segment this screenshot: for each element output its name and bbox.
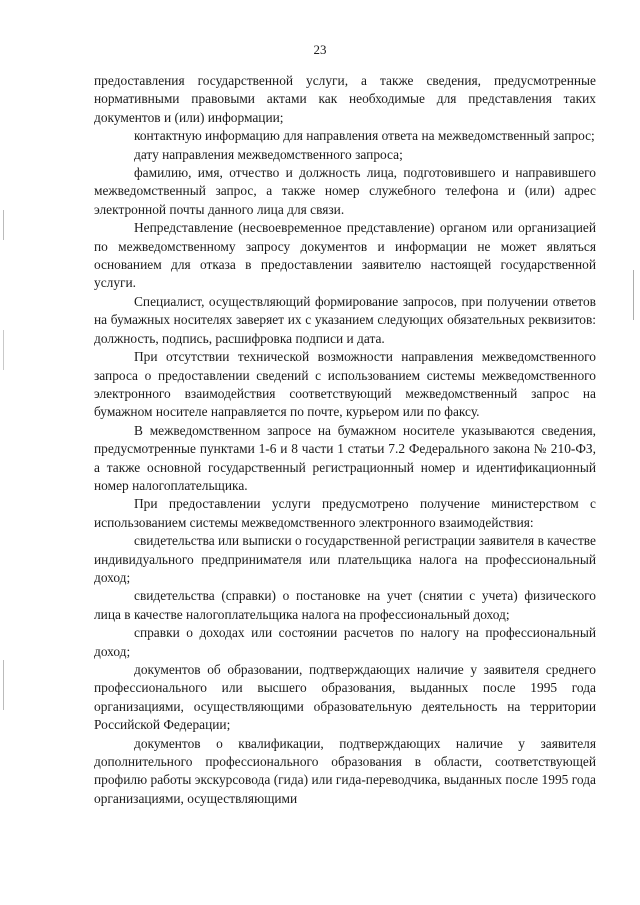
paragraph-12: справки о доходах или состоянии расчетов по налогу на профессиональный доход; <box>94 625 596 659</box>
scan-artifact-right <box>633 270 634 320</box>
paragraph-11: свидетельства (справки) о постановке на учет (снятии с учета) физического лица в качестве налогоплательщика налога на профессиональный доход; <box>94 588 596 622</box>
document-body <box>94 72 596 808</box>
paragraph-14: документов о квалификации, подтверждающих наличие у заявителя дополнительного профессионального образования в области, соответствующей профилю работы экскурсовода (гида) или гида-переводчика, выданных после 1995 года организациями, осуществляющими <box>94 735 596 806</box>
paragraph-7: При отсутствии технической возможности направления межведомственного запроса о предоставлении сведений с использованием системы межведомственного электронного взаимодействия соответствующий межведомственный запрос на бумажном носителе направляется по почте, курьером или по факсу. <box>94 349 596 420</box>
page-number: 23 <box>313 42 327 57</box>
paragraph-8: В межведомственном запросе на бумажном носителе указываются сведения, предусмотренные пунктами 1-6 и 8 части 1 статьи 7.2 Федерального закона № 210-ФЗ, а также основной государственный регистрационный номер и идентификационный номер налогоплательщика. <box>94 422 596 493</box>
scan-artifact-left <box>3 210 4 240</box>
paragraph-1: предоставления государственной услуги, а также сведения, предусмотренные нормативными правовыми актами как необходимые для представления таких документов и (или) информации; <box>94 73 596 125</box>
paragraph-9: При предоставлении услуги предусмотрено получение министерством с использованием системы межведомственного электронного взаимодействия: <box>94 496 596 530</box>
paragraph-4: фамилию, имя, отчество и должность лица, подготовившего и направившего межведомственный запрос, а также номер служебного телефона и (или) адрес электронной почты данного лица для связи. <box>94 165 596 217</box>
paragraph-3: дату направления межведомственного запроса; <box>134 146 403 162</box>
scan-artifact-left <box>3 330 4 370</box>
paragraph-5: Непредставление (несвоевременное представление) органом или организацией по межведомственному запросу документов и информации не может являться основанием для отказа в предоставлении заявителю настоящей государственной услуги. <box>94 220 596 291</box>
paragraph-6: Специалист, осуществляющий формирование запросов, при получении ответов на бумажных носителях заверяет их с указанием следующих обязательных реквизитов: должность, подпись, расшифровка подписи и дата. <box>94 293 596 346</box>
paragraph-2: контактную информацию для направления ответа на межведомственный запрос; <box>134 128 595 144</box>
paragraph-10: свидетельства или выписки о государственной регистрации заявителя в качестве индивидуального предпринимателя или плательщика налога на профессиональный доход; <box>94 533 596 585</box>
scan-artifact-left <box>3 660 4 710</box>
paragraph-13: документов об образовании, подтверждающих наличие у заявителя среднего профессионального или высшего образования, выданных после 1995 года организациями, осуществляющими образовательную деятельность на территории Российской Федерации; <box>94 662 596 733</box>
